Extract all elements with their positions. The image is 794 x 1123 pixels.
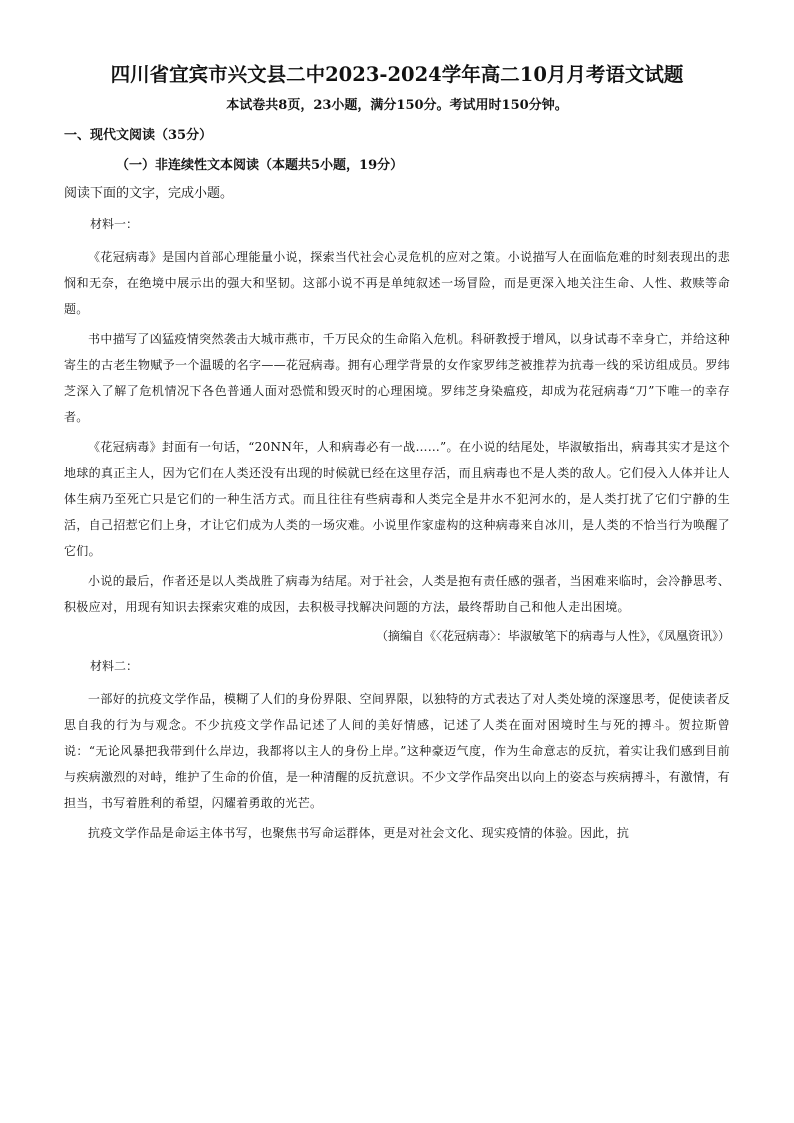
material-one-paragraph: 书中描写了凶猛疫情突然袭击大城市燕市，千万民众的生命陷入危机。科研教授于增风，以身试毒不幸身亡，并给这种寄生的古老生物赋予一个温暖的名字——花冠病毒。拥有心理学背景的女作家罗纬芝被推荐为抗毒一线的采访组成员。罗纬芝深入了解了危机情况下各色普通人面对恐慌和毁灭时的心理困境。罗纬芝身染瘟疫，却成为花冠病毒“刀”下唯一的幸存者。: [64, 332, 730, 424]
page-title: 四川省宜宾市兴文县二中2023-2024学年高二10月月考语文试题: [110, 63, 684, 86]
material-two-paragraph: 抗疫文学作品是命运主体书写，也聚焦书写命运群体，更是对社会文化、现实疫情的体验。因此，抗: [88, 826, 630, 840]
material-one-source: （摘编自《〈花冠病毒〉：毕淑敏笔下的病毒与人性》，《凤凰资讯》）: [375, 629, 730, 643]
material-two-label: 材料二：: [90, 659, 139, 673]
section-heading: 一、现代文阅读（35分）: [64, 128, 213, 143]
reading-instruction: 阅读下面的文字，完成小题。: [64, 186, 234, 201]
material-one-paragraph: 《花冠病毒》是国内首部心理能量小说，探索当代社会心灵危机的应对之策。小说描写人在面临危难的时刻表现出的悲悯和无奈，在绝境中展示出的强大和坚韧。这部小说不再是单纯叙述一场冒险，而是更深入地关注生命、人性、救赎等命题。: [64, 250, 730, 316]
exam-info: 本试卷共8页，23小题，满分150分。考试用时150分钟。: [226, 98, 568, 113]
material-one-paragraph: 小说的最后，作者还是以人类战胜了病毒为结尾。对于社会，人类是抱有责任感的强者，当困难来临时，会冷静思考、积极应对，用现有知识去探索灾难的成因，去积极寻找解决问题的方法，最终帮助自己和他人走出困境。: [64, 574, 730, 614]
material-one-paragraph: 《花冠病毒》封面有一句话，“20NN年，人和病毒必有一战……”。在小说的结尾处，毕淑敏指出，病毒其实才是这个地球的真正主人，因为它们在人类还没有出现的时候就已经在这里存活，而且病毒也不是人类的敌人。它们侵入人体并让人体生病乃至死亡只是它们的一种生活方式。而且往往有些病毒和人类完全是井水不犯河水的，是人类打扰了它们宁静的生活，自己招惹它们上身，才让它们成为人类的一场灾难。小说里作家虚构的这种病毒来自冰川，是人类的不恰当行为唤醒了它们。: [64, 440, 730, 558]
material-two-paragraph: 一部好的抗疫文学作品，模糊了人们的身份界限、空间界限，以独特的方式表达了对人类处境的深邃思考，促使读者反思自我的行为与观念。不少抗疫文学作品记述了人间的美好情感，记述了人类在面对困境时生与死的搏斗。贺拉斯曾说：“无论风暴把我带到什么岸边，我都将以主人的身份上岸。”这种豪迈气度，作为生命意志的反抗，着实让我们感到目前与疾病激烈的对峙，维护了生命的价值，是一种清醒的反抗意识。不少文学作品突出以向上的姿态与疾病搏斗，有激情，有担当，书写着胜利的希望，闪耀着勇敢的光芒。: [64, 692, 730, 810]
subsection-heading: （一）非连续性文本阅读（本题共5小题，19分）: [116, 158, 404, 173]
material-one-label: 材料一：: [90, 217, 139, 231]
